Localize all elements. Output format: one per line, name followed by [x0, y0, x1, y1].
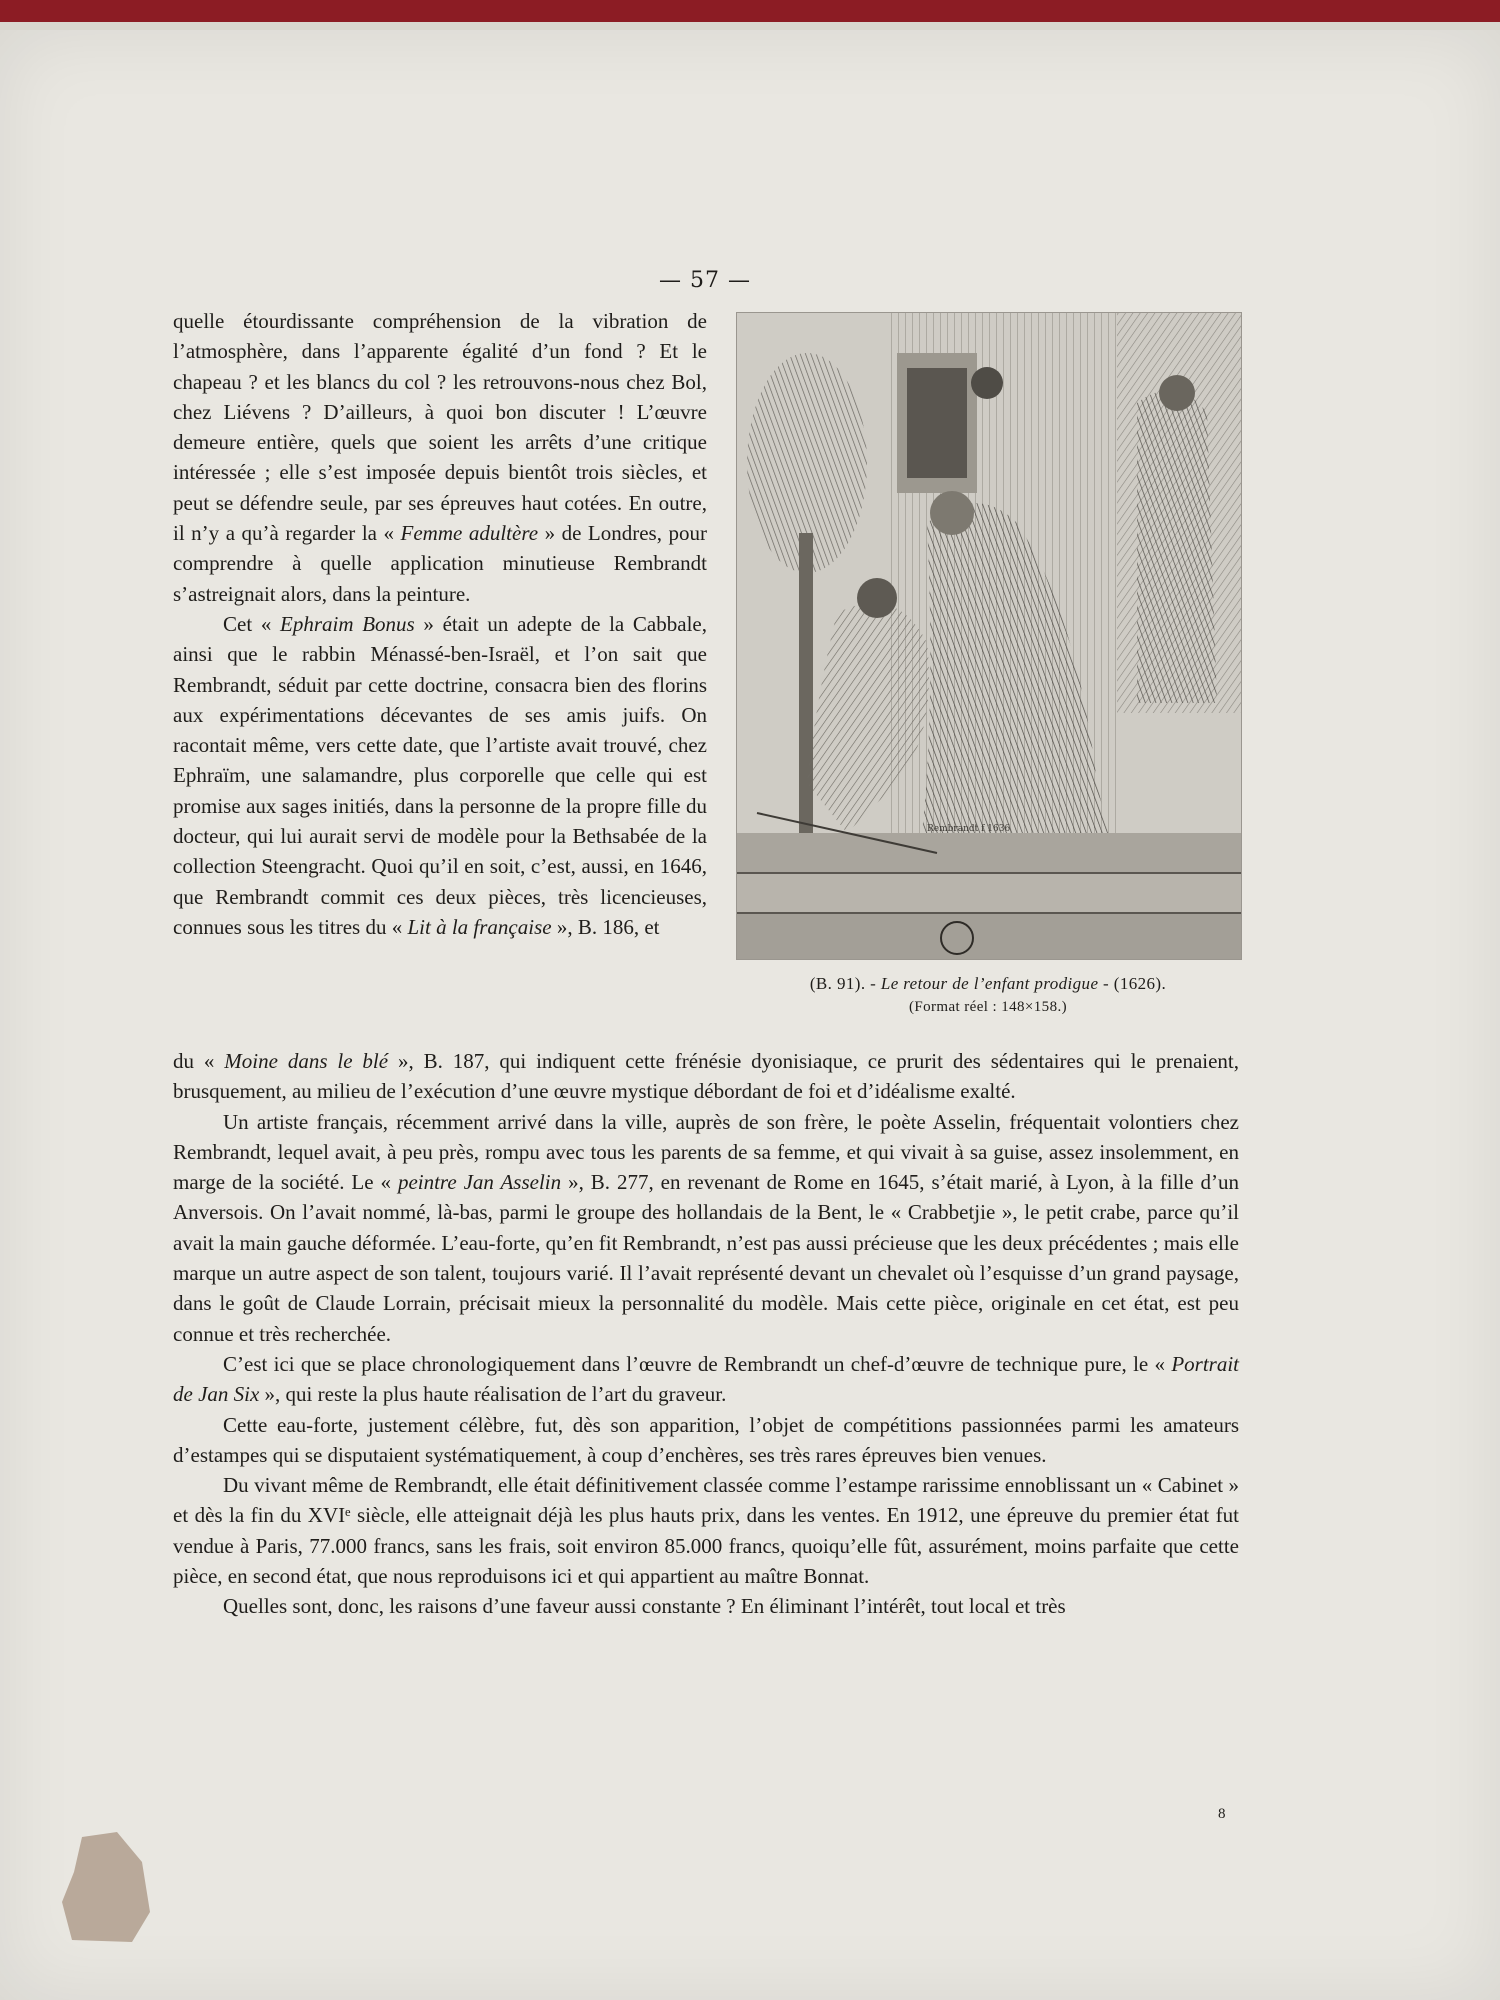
etching-signature: Rembrandt f 1636: [927, 824, 1011, 834]
paragraph-4: [173, 1349, 1239, 1410]
paragraph-7: Quelles sont, donc, les raisons d’une faveur aussi constante ? En éliminant l’intérêt, tout local et très: [223, 1594, 1066, 1619]
etching-illustration: [736, 312, 1242, 960]
title-moine-dans-le-ble: Moine dans le blé: [224, 1049, 389, 1073]
paragraph-1: [173, 306, 707, 609]
paragraph-4-end: », qui reste la plus haute réalisation de l’art du graveur.: [259, 1382, 727, 1407]
etching-drawing: [737, 313, 1241, 959]
title-portrait-de-jan-six: Portrait de Jan Six: [173, 1351, 1239, 1407]
folio-number: 8: [1218, 1806, 1226, 1822]
paragraph-5: Cette eau-forte, justement célèbre, fut, dès son apparition, l’objet de compétitions passionnées parmi les amateurs d’estampes qui se disputaient systématiquement, à coup d’enchères, ses très rares épreuves bien venues.: [173, 1412, 1239, 1467]
caption-line-1: [736, 972, 1240, 996]
paragraph-1-text: quelle étourdissante compréhension de la vibration de l’atmosphère, dans l’apparente égalité d’un fond ? Et le chapeau ? et les blancs du col ? les retrouvons-nous chez Bol, chez Liévens ? D’ailleurs, à quoi bon discuter ! L’œuvre demeure entière, quels que soient les arrêts d’une critique intéressée ; elle s’est imposée depuis bientôt trois siècles, et peut se défendre seule, par ses épreuves haut cotées. En outre, il n’y a qu’à regarder la «: [173, 309, 707, 546]
title-femme-adultere: Femme adultère: [400, 521, 539, 546]
paragraph-3-end: », B. 277, en revenant de Rome en 1645, s’était marié, à Lyon, à la fille d’un Anversois. On l’avait nommé, là-bas, parmi le groupe des hollandais de la Bent, le « Crabbetjie », le petit crabe, parce qu’il avait la main gauche déformée. L’eau-forte, qu’en fit Rembrandt, n’est pas aussi précieuse que les deux précédentes ; mais elle marque un autre aspect de son talent, toujours varié. Il l’avait représenté devant un chevalet où l’esquisse d’un grand paysage, dans le goût de Claude Lorrain, précisait mieux la personnalité du modèle. Mais cette pièce, originale en cet état, est peu connue et très recherchée.: [173, 1170, 1239, 1346]
paragraph-2-end: », B. 186, et: [551, 914, 660, 939]
paragraph-2-mid: » était un adepte de la Cabbale, ainsi que le rabbin Ménassé-ben-Israël, et l’on sait que Rembrandt, séduit par cette doctrine, consacra bien des florins aux expérimentations décevantes de ses amis juifs. On racontait même, vers cette date, que l’artiste avait trouvé, chez Ephraïm, une salamandre, plus corporelle que celle qui est promise aux sages initiés, dans la personne de la propre fille du docteur, qui lui aurait servi de modèle pour la Bethsabée de la collection Steengracht. Quoi qu’il en soit, c’est, aussi, en 1646, que Rembrandt commit ces deux pièces, très licencieuses, connues sous les titres du «: [173, 611, 707, 939]
full-width-text: [173, 1046, 1239, 1622]
paragraph-2: [173, 609, 707, 942]
paragraph-2-continued: [173, 1046, 1239, 1107]
caption-line-2: (Format réel : 148×158.): [908, 999, 1068, 1015]
title-lit-a-la-francaise: Lit à la française: [407, 914, 552, 939]
title-ephraim-bonus: Ephraim Bonus: [280, 611, 415, 636]
paragraph-3-start: Un artiste français, récemment arrivé dans la ville, auprès de son frère, le poète Asselin, fréquentait volontiers chez Rembrandt, lequel avait, à peu près, rompu avec tous les parents de sa femme, et qui vivait à sa guise, assez insolemment, en marge de la société. Le «: [173, 1109, 1239, 1195]
paragraph-3: [173, 1107, 1239, 1349]
caption-title: Le retour de l’enfant prodigue: [880, 974, 1099, 993]
paragraph-2-start: Cet «: [223, 611, 281, 636]
page-number: — 57 —: [659, 268, 751, 293]
paragraph-6: Du vivant même de Rembrandt, elle était définitivement classée comme l’estampe rarissime ennoblissant un « Cabinet » et dès la fin du XVIᵉ siècle, elle atteignait déjà les plus hauts prix, dans les ventes. En 1912, une épreuve du premier état fut vendue à Paris, 77.000 francs, sans les frais, soit environ 85.000 francs, quoiqu’elle fût, assurément, moins parfaite que cette pièce, en second état, que nous reproduisons ici et qui appartient au maître Bonnat.: [173, 1473, 1239, 1589]
title-peintre-jan-asselin: peintre Jan Asselin: [397, 1170, 562, 1195]
torn-paper-corner: [62, 1832, 152, 1942]
paragraph-2-cont-end: », B. 187, qui indiquent cette frénésie dyonisiaque, ce prurit des sédentaires qui le prenaient, brusquement, au milieu de l’exécution d’une œuvre mystique débordant de foi et d’idéalisme exalté.: [173, 1049, 1240, 1104]
figure-caption: [736, 972, 1240, 1018]
paragraph-4-start: C’est ici que se place chronologiquement dans l’œuvre de Rembrandt un chef-d’œuvre de technique pure, le «: [223, 1351, 1172, 1376]
left-text-column: [173, 306, 707, 942]
paragraph-2-cont-start: du «: [173, 1049, 225, 1073]
caption-ref: (B. 91). -: [809, 974, 881, 993]
paragraph-1-end: » de Londres, pour comprendre à quelle application minutieuse Rembrandt s’astreignait alors, dans la peinture.: [173, 521, 707, 606]
caption-date: - (1626).: [1098, 974, 1167, 993]
